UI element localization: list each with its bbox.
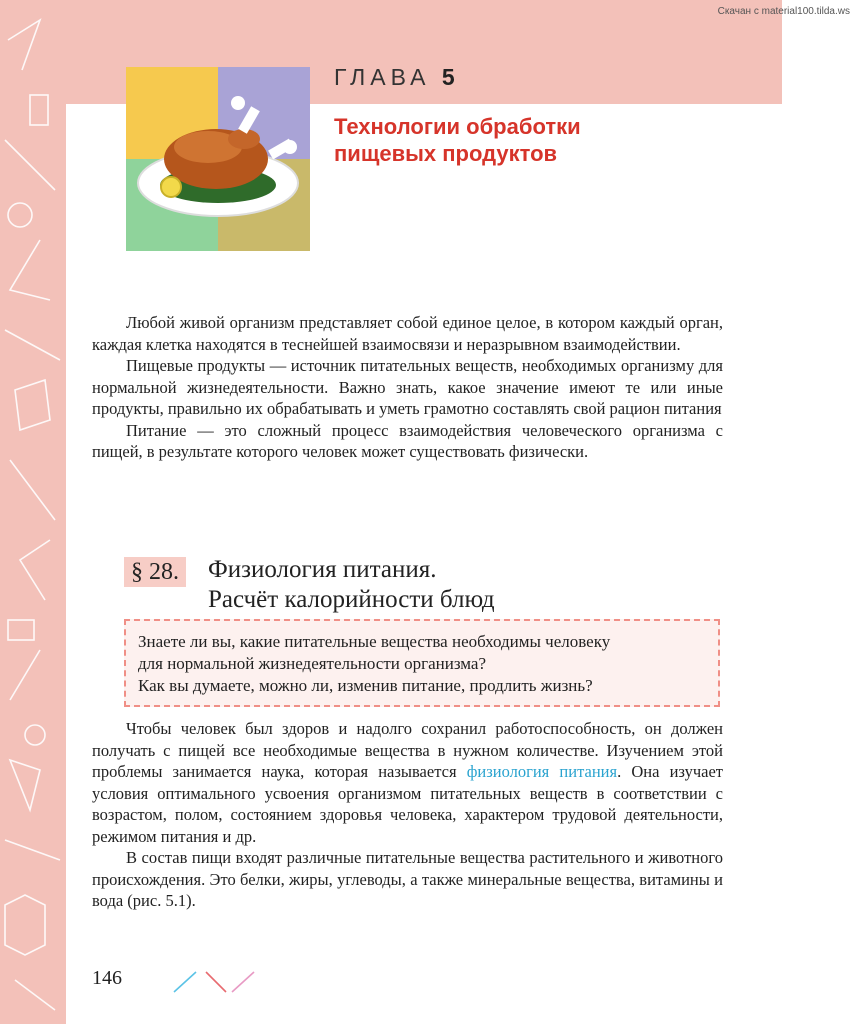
roast-chicken-icon	[126, 67, 310, 251]
section-title-line2: Расчёт калорийности блюд	[208, 586, 495, 613]
intro-paragraph-2: Пищевые продукты — источник питательных веществ, необходимых организму для нормальной жизнедеятельности. Важно знать, какое значение имеют те или иные продукты, правильно их обрабатывать и уметь грамотно составлять свой рацион питания	[92, 356, 723, 418]
chapter-label-text: ГЛАВА	[334, 64, 431, 90]
question-line-3: Как вы думаете, можно ли, изменив питание, продлить жизнь?	[138, 676, 593, 695]
main-p1-before: Чтобы человек был здоров и надолго сохранил работоспособность, он должен получать с пищей все необходимые вещества в нужном количестве. Изучением этой проблемы занимается наука, которая называется	[92, 719, 723, 781]
chapter-title-line1: Технологии обработки	[334, 114, 581, 139]
section-number: § 28.	[124, 557, 186, 587]
intro-paragraph-3: Питание — это сложный процесс взаимодействия человеческого организма с пищей, в результате которого человек может существовать физически.	[92, 420, 723, 461]
main-p1-after: . Она изучает условия оптимального усвоения организмом питательных веществ в соответствии с возрастом, полом, состоянием здоровья человека, характером трудовой деятельности, режимом питания и др.	[92, 762, 724, 846]
page-number: 146	[92, 967, 122, 989]
left-decorative-band	[0, 0, 66, 1024]
section-title	[208, 555, 588, 615]
chapter-title-line2: пищевых продуктов	[334, 141, 558, 166]
question-line-1: Знаете ли вы, какие питательные вещества необходимы человеку	[138, 632, 611, 651]
main-paragraph-2: В состав пищи входят различные питательные вещества растительного и животного происхождения. Это белки, жиры, углеводы, а также минеральные вещества, витамины и вода (рис. 5.1).	[92, 848, 723, 910]
decorative-lines	[170, 968, 260, 996]
chapter-number: 5	[441, 64, 460, 90]
question-line-2: для нормальной жизнедеятельности организма?	[138, 654, 487, 673]
chapter-title	[334, 113, 694, 167]
intro-text	[92, 312, 723, 463]
section-title-line1: Физиология питания.	[208, 556, 437, 583]
main-paragraph-1	[92, 718, 723, 847]
chapter-label	[334, 64, 460, 91]
intro-paragraph-1: Любой живой организм представляет собой единое целое, в котором каждый орган, каждая клетка находятся в теснейшей взаимосвязи и неразрывном взаимодействии.	[92, 313, 723, 354]
main-text	[92, 718, 723, 912]
watermark: Скачан с material100.tilda.ws	[717, 6, 850, 17]
term-highlight: физиология питания	[466, 762, 618, 781]
geometric-pattern	[0, 0, 66, 1024]
questions-box	[124, 619, 720, 707]
